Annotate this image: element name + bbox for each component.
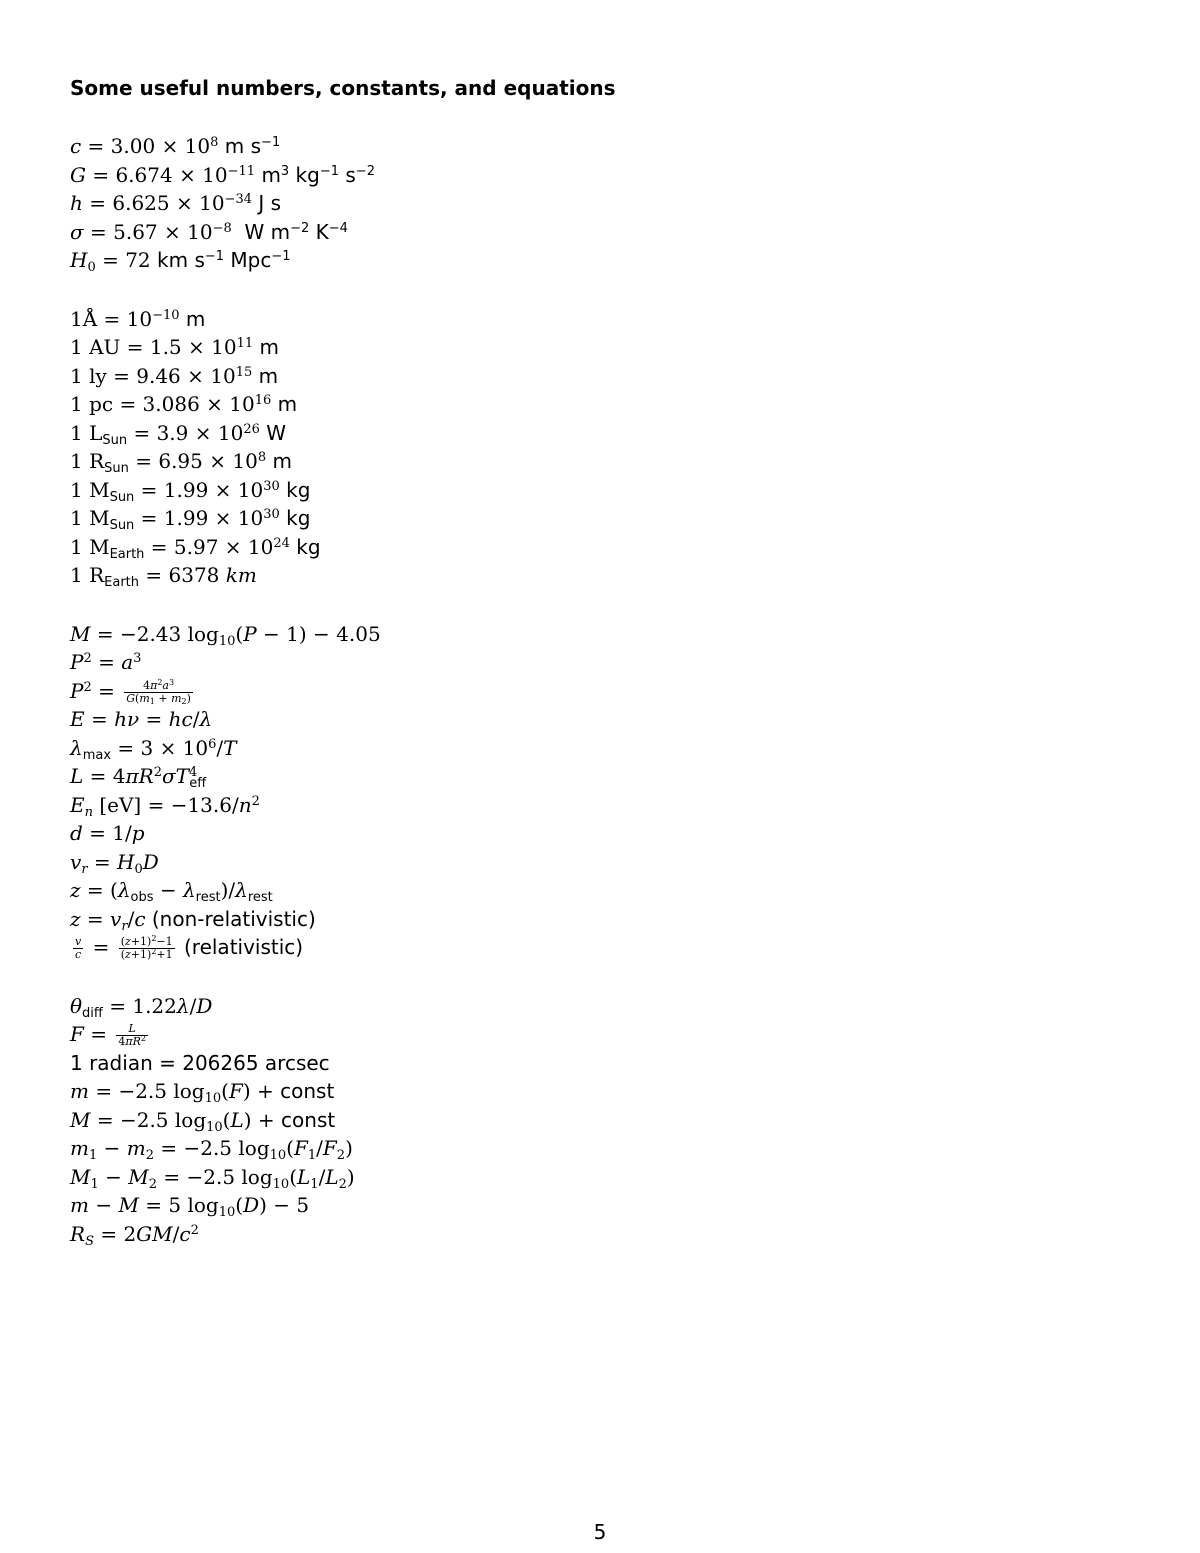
- constant-gravitational: $G = 6.674 \times 10^{-11}$ $m^3$ $kg^{-1}$ $s^{-2}$: [70, 162, 375, 187]
- constant-stefan-boltzmann: $\sigma = 5.67 \times 10^{-8}$ W $m^{-2}$ $K^{-4}$: [70, 219, 348, 244]
- page-number: 5: [593, 1520, 607, 1544]
- unit-parsec: 1 pc = $3.086 \times 10^{16}$ m: [70, 392, 298, 416]
- unit-angstrom: 1Å = $10^{-10}$ m: [70, 306, 206, 331]
- equation-diffraction: $\theta_{diff} = 1.22\lambda/D$: [70, 993, 213, 1021]
- equation-redshift-rel: $\frac{v}{c}$ = $\frac{(z+1)^2-1}{(z+1)^2+1}$ (relativistic): [75, 934, 304, 961]
- equation-absolute-magnitude: M = −2.5 $\log_{10}(L)$ + const: [70, 1107, 336, 1135]
- equation-distance-modulus: m − M = 5 $\log_{10}(D) - 5$: [70, 1193, 310, 1220]
- units-section: [70, 305, 1130, 590]
- equation-magnitude-difference: $m_1 - m_2 = -2.5$ $\log_{10}(F_1/F_2)$: [70, 1136, 353, 1163]
- equation-redshift-nonrel: $z = v_r/c$ (non-relativistic): [70, 906, 316, 934]
- constant-hubble: $H_0 = 72$ km $s^{-1}$ Mpc$^{-1}$: [70, 248, 291, 275]
- equation-abs-magnitude-difference: $M_1 - M_2 = -2.5$ $\log_{10}(L_1/L_2)$: [70, 1164, 355, 1192]
- equation-schwarzschild: $R_S = 2GM/c^2$: [70, 1221, 199, 1249]
- equation-wien: $\lambda_{max} = 3 \times 10^6/T$: [70, 735, 237, 763]
- unit-earth-radius: 1 $R_{Earth} = 6378$ km: [70, 563, 257, 590]
- equation-luminosity: $L = 4\pi R^2\sigma T^4_{eff}$: [70, 764, 207, 791]
- page-title: Some useful numbers, constants, and equations: [70, 76, 616, 100]
- unit-solar-mass: 1 $M_{Sun} = 1.99 \times 10^{30}$ kg: [70, 506, 311, 533]
- more-equations-section: [70, 992, 1130, 1249]
- page-content: [70, 74, 1130, 1248]
- equations-section: [70, 620, 1130, 962]
- equation-kepler: $P^2 = a^3$: [70, 650, 142, 674]
- equation-photon-energy: E = hν = hc/λ: [70, 707, 213, 731]
- unit-solar-mass: 1 $M_{Sun} = 1.99 \times 10^{30}$ kg: [70, 477, 311, 505]
- equation-redshift: $z = (\lambda_{obs} - \lambda_{rest})/\lambda_{rest}$: [70, 878, 273, 905]
- equation-cepheid: M = −2.43 $\log_{10}(P - 1) - 4.05$: [70, 621, 381, 649]
- equation-kepler-newton: $P^2$ = $\frac{4\pi^2a^3}{G(m_1 + m_2)}$: [70, 677, 191, 706]
- equation-hubble-law: $v_r = H_0D$: [70, 849, 159, 877]
- constant-speed-of-light: $c = 3.00 \times 10^8$ m $s^{-1}$: [70, 134, 281, 158]
- constants-section: [70, 132, 1130, 275]
- unit-solar-radius: 1 $R_{Sun} = 6.95 \times 10^8$ m: [70, 449, 292, 476]
- equation-parallax: d = 1/p: [70, 821, 145, 845]
- unit-au: 1 AU = $1.5 \times 10^{11}$ m: [70, 335, 279, 359]
- equation-radian: 1 radian = 206265 arcsec: [70, 1050, 330, 1075]
- unit-solar-luminosity: 1 $L_{Sun} = 3.9 \times 10^{26}$ W: [70, 420, 286, 448]
- constant-planck: $h = 6.625 \times 10^{-34}$ J s: [70, 191, 282, 215]
- equation-apparent-magnitude: m = −2.5 $\log_{10}(F)$ + const: [70, 1079, 335, 1106]
- unit-light-year: 1 ly = $9.46 \times 10^{15}$ m: [70, 363, 279, 388]
- equation-flux: F = $\frac{L}{4\pi R^2}$: [70, 1022, 146, 1048]
- equation-hydrogen-levels: $E_n$ $[eV] = -13.6/n^2$: [70, 792, 260, 820]
- unit-earth-mass: 1 $M_{Earth} = 5.97 \times 10^{24}$ kg: [70, 534, 321, 562]
